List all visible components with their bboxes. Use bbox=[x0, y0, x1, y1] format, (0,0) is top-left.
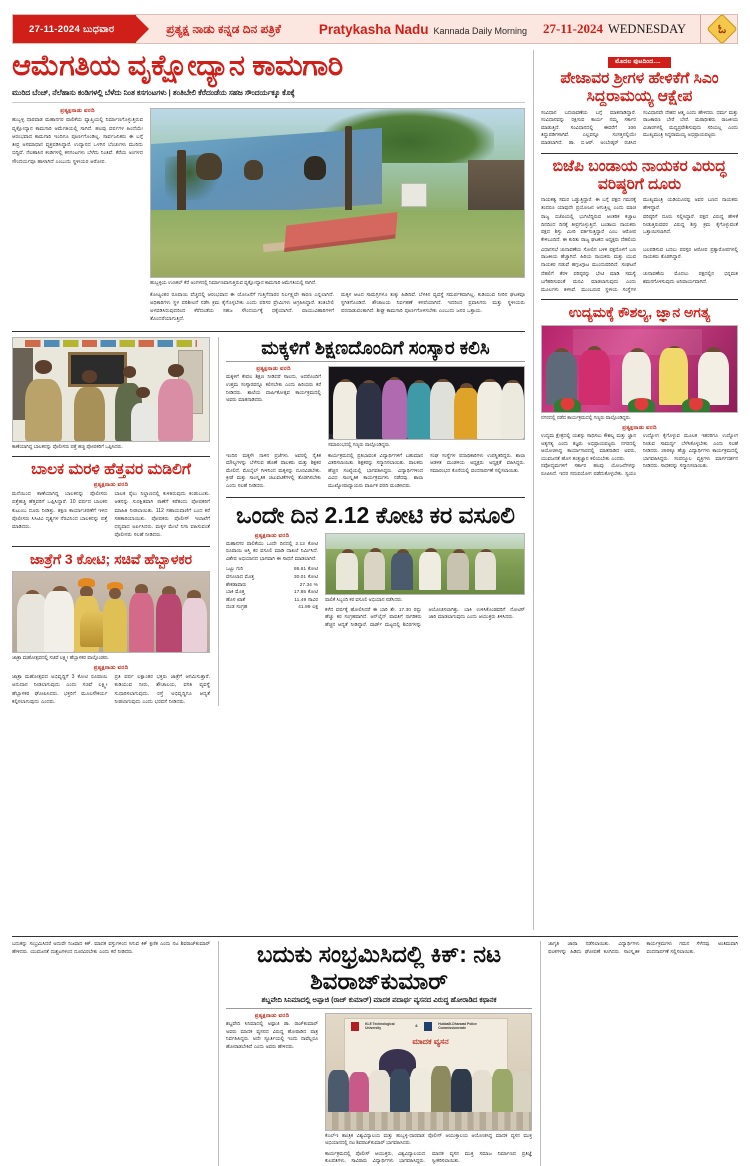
lead-subhead: ಮುರಿದ ಬೆಂಚ್, ನೆಲೆಹಾಸು ಕಂಡಿಗಳಲ್ಲಿ ಬೆಳೆದು ನಿಂತ ಕಸಗಂಟಗಳು | ತಂತಿಬೇಲಿ ಕೆರೆದಂಡೆಯ ಸಹಜ ಸೌಂದರ್ಯಕ್ಕೂ ಕೊಕ್ಕೆ bbox=[12, 88, 525, 103]
tax-figure-label: ಬಾಕಿ ಮೊತ್ತ bbox=[226, 590, 245, 596]
film-photo-caption: ಕೆಎಲ್‌ಇ ತಾಂತ್ರಿಕ ವಿಶ್ವವಿದ್ಯಾಲಯ ಮತ್ತು ಹುಬ್ಬಳ್ಳಿ-ಧಾರವಾಡ ಪೊಲೀಸ್ ಆಯುಕ್ತಾಲಯ ಆಯೋಜಿಸಿದ್ದ ಮಾದಕ ವ್ಯಸನ ಮುಕ್ತ ಅಭಿಯಾನದಲ್ಲಿ ನಟ ಶಿವರಾಜ್‌ಕುಮಾರ್ ಭಾಗವಹಿಸಿದರು. bbox=[325, 1134, 532, 1147]
jatre-headline: ಜಾತ್ರೆಗೆ 3 ಕೋಟಿ; ಸಚಿವೆ ಹೆಬ್ಬಾಳಕರ bbox=[29, 550, 193, 567]
masthead-brand bbox=[319, 22, 527, 37]
jatre-byline: ಪ್ರತ್ಯಕ್ಷನಾಡು ವರದಿ bbox=[93, 665, 129, 672]
masthead-date-english bbox=[543, 21, 686, 37]
lead-body-1: ಹುಬ್ಬಳ್ಳಿ ಧಾರವಾಡ ಮಹಾನಗರ ಪಾಲಿಕೆಯ ವ್ಯಾಪ್ತಿಯಲ್ಲಿ ನಿರ್ಮಾಣಗೊಳ್ಳುತ್ತಿರುವ ವೃಕ್ಷೋದ್ಯಾನ ಕಾಮಗಾರಿ ಆಮೆಗತಿಯಲ್ಲಿ ಸಾಗಿದೆ. ಹಲವು ವರ್ಷಗಳ ಹಿಂದೆಯೇ ಆರಂಭವಾದ ಕಾಮಗಾರಿ ಇಂದಿಗೂ ಪೂರ್ಣಗೊಂಡಿಲ್ಲ. ಸಾರ್ವಜನಿಕರು ಈ ಬಗ್ಗೆ ತೀವ್ರ ಅಸಮಾಧಾನ ವ್ಯಕ್ತಪಡಿಸಿದ್ದಾರೆ. ಉದ್ಯಾನದ ಒಳಗಿನ ಬೆಂಚುಗಳು ಮುರಿದು ಬಿದ್ದಿವೆ. ನೆಲಹಾಸಿನ ಕಂಡಿಗಳಲ್ಲಿ ಕಸಗಂಟಗಳು ಬೆಳೆದು ನಿಂತಿವೆ. ಕೆರೆಯ ಅಂಗಳದ ಸೌಂದರ್ಯವೂ ಹಾಳಾಗಿದೆ ಎಂಬುದು ಸ್ಥಳೀಯರ ಆರೋಪ. bbox=[12, 117, 143, 165]
brand-name: Pratykasha Nadu bbox=[318, 21, 429, 37]
police-body-1: ಮನೆಯಿಂದ ಕಾಣೆಯಾಗಿದ್ದ ಬಾಲಕನನ್ನು ಪೊಲೀಸರು ಪತ್ತೆಹಚ್ಚಿ ಹೆತ್ತವರಿಗೆ ಒಪ್ಪಿಸಿದ್ದಾರೆ. 10 ವರ್ಷದ ಬಾಲಕನ ಕುಟುಂಬ ದೂರು ನೀಡಿತ್ತು. ತಕ್ಷಣ ಕಾರ್ಯಾಚರಣೆಗೆ ಇಳಿದ ಪೊಲೀಸರು ಸಿಸಿಟಿವಿ ದೃಶ್ಯಗಳ ನೆರವಿನಿಂದ ಬಾಲಕನನ್ನು ಪತ್ತೆ ಮಾಡಿದರು. bbox=[12, 491, 108, 530]
lead-byline: ಪ್ರತ್ಯಕ್ಷನಾಡು ವರದಿ bbox=[60, 108, 95, 115]
tax-figure-value: 41.99 ಲಕ್ಷ bbox=[298, 605, 318, 611]
right-top-story bbox=[541, 50, 738, 148]
right-column bbox=[533, 50, 738, 930]
school-body-2: ಇಂದಿನ ಮಕ್ಕಳೇ ನಾಳಿನ ಪ್ರಜೆಗಳು. ಅವರಲ್ಲಿ ನೈತಿಕ ಮೌಲ್ಯಗಳನ್ನು ಬೆಳೆಸುವ ಹೊಣೆ ಪಾಲಕರು ಮತ್ತು ಶಿಕ್ಷಕರ ಮೇಲಿದೆ. ಮೊಬೈಲ್ ಗೀಳಿನಿಂದ ಮಕ್ಕಳನ್ನು ದೂರವಿಡಬೇಕು. ಕ್ರೀಡೆ ಮತ್ತು ಸಾಂಸ್ಕೃತಿಕ ಚಟುವಟಿಕೆಗಳಲ್ಲಿ ತೊಡಗಿಸಬೇಕು ಎಂದು ಸಲಹೆ ನೀಡಿದರು. bbox=[226, 453, 321, 489]
kle-logo-icon bbox=[351, 1022, 360, 1031]
lead-photo bbox=[150, 108, 525, 278]
film-story bbox=[12, 936, 738, 1166]
police-byline: ಪ್ರತ್ಯಕ್ಷನಾಡು ವರದಿ bbox=[93, 482, 129, 488]
tax-figure-row bbox=[226, 597, 318, 605]
tax-figure-value: 30.01 ಕೋಟಿ bbox=[293, 575, 318, 581]
jatre-photo bbox=[12, 571, 210, 653]
tax-figure-label: ಒಟ್ಟು ಗುರಿ bbox=[226, 567, 243, 573]
second-band bbox=[12, 331, 525, 707]
film-photo bbox=[325, 1013, 532, 1131]
police-headline: ಬಾಲಕ ಮರಳಿ ಹೆತ್ತವರ ಮಡಿಲಿಗೆ bbox=[31, 460, 191, 478]
tax-figure-label: ವಸೂಲಾದ ಮೊತ್ತ bbox=[226, 575, 255, 581]
tax-photo-block bbox=[325, 533, 525, 630]
police-photo bbox=[12, 337, 210, 442]
school-headline: ಮಕ್ಕಳಿಗೆ ಶಿಕ್ಷಣದೊಂದಿಗೆ ಸಂಸ್ಕಾರ ಕಲಿಸಿ bbox=[226, 337, 525, 363]
tax-figure-row bbox=[226, 566, 318, 574]
tax-figure-row bbox=[226, 604, 318, 612]
right-mid-story bbox=[541, 153, 738, 295]
film-main bbox=[218, 941, 532, 1166]
tax-figure-row bbox=[226, 582, 318, 590]
right-mid-body-3: ವಿಧಾನಸಭೆ ಚುನಾವಣೆಯ ಸೋಲಿನ ಬಳಿಕ ಪಕ್ಷದೊಳಗೆ ಬಣ ರಾಜಕೀಯ ಹೆಚ್ಚಾಗಿದೆ. ಹಿರಿಯ ನಾಯಕರು ಮತ್ತು ಯುವ ನಾಯಕರ ನಡುವೆ ಹಗ್ಗಜಗ್ಗಾಟ ಮುಂದುವರಿದಿದೆ. ಸಂಘಟನೆ ಬಲಪಡಿಸುವ ಬದಲು ಪರಸ್ಪರ ಆರೋಪ ಪ್ರತ್ಯಾರೋಪಗಳಲ್ಲಿ ನಾಯಕರು ತೊಡಗಿದ್ದಾರೆ. bbox=[541, 247, 738, 268]
film-banner-orgs bbox=[351, 1021, 503, 1031]
tax-headline: ಒಂದೇ ದಿನ 2.12 ಕೋಟಿ ಕರ ವಸೂಲಿ bbox=[236, 501, 515, 528]
om-logo-icon bbox=[706, 13, 737, 44]
lead-col-1 bbox=[12, 108, 143, 323]
school-body-1: ಮಕ್ಕಳಿಗೆ ಕೇವಲ ಶಿಕ್ಷಣ ನೀಡಿದರೆ ಸಾಲದು, ಅದರೊಂದಿಗೆ ಉತ್ತಮ ಸಂಸ್ಕಾರವನ್ನೂ ಕಲಿಸಬೇಕು ಎಂದು ಹಿರಿಯರು ಕರೆ ನೀಡಿದರು. ಶಾಲೆಯ ವಾರ್ಷಿಕೋತ್ಸವ ಕಾರ್ಯಕ್ರಮದಲ್ಲಿ ಅವರು ಮಾತನಾಡಿದರು. bbox=[226, 375, 321, 404]
film-headline: ಬದುಕು ಸಂಭ್ರಮಿಸಿದಲ್ಲಿ ಕಿಕ್: ನಟ ಶಿವರಾಜ್‌ಕುಮಾರ್ bbox=[256, 941, 502, 995]
tax-col-a bbox=[226, 533, 318, 630]
tax-figure-value: 17.85 ಕೋಟಿ bbox=[293, 590, 318, 596]
tax-figures-list bbox=[226, 566, 318, 612]
jatre-body-1: ಜಾತ್ರಾ ಮಹೋತ್ಸವದ ಅಭಿವೃದ್ಧಿಗೆ 3 ಕೋಟಿ ರೂಪಾಯಿ ಅನುದಾನ ನೀಡಲಾಗುವುದು ಎಂದು ಸಚಿವೆ ಲಕ್ಷ್ಮೀ ಹೆಬ್ಬಾಳಕರ ಘೋಷಿಸಿದರು. ಭಕ್ತರಿಗೆ ಮೂಲಸೌಕರ್ಯ ಕಲ್ಪಿಸಲಾಗುವುದು ಎಂದರು. bbox=[12, 674, 108, 705]
police-logo-icon bbox=[424, 1022, 433, 1031]
school-photo-block bbox=[328, 366, 525, 449]
film-col-a bbox=[226, 1013, 318, 1166]
tax-figure-label: ಹೊಸ ಖಾತೆ bbox=[226, 597, 246, 603]
right-mid-body-4: ದೆಹಲಿಗೆ ತೆರಳಿ ವರಿಷ್ಠರನ್ನು ಭೇಟಿ ಮಾಡಿ ಸಮಸ್ಯೆ ಬಗೆಹರಿಸುವಂತೆ ಮನವಿ ಮಾಡಲಾಗುವುದು ಎಂದು ಮೂಲಗಳು ತಿಳಿಸಿವೆ. ಮುಂಬರುವ ಸ್ಥಳೀಯ ಸಂಸ್ಥೆಗಳ ಚುನಾವಣೆಯ ಮೊದಲು ಪಕ್ಷದಲ್ಲಿನ ಭಿನ್ನಮತ ಶಮನಗೊಳಿಸುವುದು ಅನಿವಾರ್ಯವಾಗಿದೆ. bbox=[541, 272, 738, 293]
school-byline: ಪ್ರತ್ಯಕ್ಷನಾಡು ವರದಿ bbox=[256, 366, 291, 373]
right-top-headline: ಪೇಜಾವರ ಶ್ರೀಗಳ ಹೇಳಿಕೆಗೆ ಸಿಎಂ ಸಿದ್ದರಾಮಯ್ಯ ಆಕ್ಷೇಪ bbox=[560, 70, 719, 106]
jatre-body-2: ಪ್ರತಿ ವರ್ಷ ಲಕ್ಷಾಂತರ ಭಕ್ತರು ಜಾತ್ರೆಗೆ ಆಗಮಿಸುತ್ತಾರೆ. ಕುಡಿಯುವ ನೀರು, ಶೌಚಾಲಯ, ವಸತಿ ವ್ಯವಸ್ಥೆ ಸುಧಾರಿಸಲಾಗುವುದು. ರಸ್ತೆ ಅಭಿವೃದ್ಧಿಗೂ ಆದ್ಯತೆ ನೀಡಲಾಗುವುದು ಎಂದು ಭರವಸೆ ನೀಡಿದರು. bbox=[114, 674, 210, 705]
film-banner-org2: Hubballi-Dharwad Police Commissionerate bbox=[438, 1022, 477, 1031]
left-center-stack bbox=[12, 50, 525, 930]
police-photo-caption: ಕಾಣೆಯಾಗಿದ್ದ ಬಾಲಕನನ್ನು ಪೊಲೀಸರು ಪತ್ತೆ ಹಚ್ಚಿ ಪೋಷಕರಿಗೆ ಒಪ್ಪಿಸಿದರು. bbox=[12, 444, 123, 450]
brand-subtitle: Kannada Daily Morning bbox=[433, 25, 528, 36]
school-body-3: ಕಾರ್ಯಕ್ರಮದಲ್ಲಿ ಪ್ರತಿಭಾವಂತ ವಿದ್ಯಾರ್ಥಿಗಳಿಗೆ ಬಹುಮಾನ ವಿತರಿಸಲಾಯಿತು. ಶಿಕ್ಷಕರನ್ನು ಸನ್ಮಾನಿಸಲಾಯಿತು. ಪಾಲಕರು ಹೆಚ್ಚಿನ ಸಂಖ್ಯೆಯಲ್ಲಿ ಭಾಗವಹಿಸಿದ್ದರು. ವಿದ್ಯಾರ್ಥಿಗಳಿಂದ ವಿವಿಧ ಸಾಂಸ್ಕೃತಿಕ ಕಾರ್ಯಕ್ರಮಗಳು ನಡೆದವು. ಶಾಲಾ ಮುಖ್ಯೋಪಾಧ್ಯಾಯರು ವಾರ್ಷಿಕ ವರದಿ ಮಂಡಿಸಿದರು. bbox=[328, 453, 423, 489]
film-body-3: ಕಾರ್ಯಕ್ರಮದಲ್ಲಿ ಪೊಲೀಸ್ ಆಯುಕ್ತರು, ವಿಶ್ವವಿದ್ಯಾಲಯದ ಕುಲಪತಿಗಳು, ಸಾವಿರಾರು ವಿದ್ಯಾರ್ಥಿಗಳು ಭಾಗವಹಿಸಿದ್ದರು. ಮಾದಕ ವ್ಯಸನ ಮುಕ್ತ ಸಮಾಜ ನಿರ್ಮಾಣದ ಪ್ರತಿಜ್ಞೆ ಸ್ವೀಕರಿಸಲಾಯಿತು. bbox=[325, 1151, 532, 1165]
right-bottom-headline: ಉದ್ಯಮಕ್ಕೆ ಕೌಶಲ್ಯ, ಜ್ಞಾನ ಅಗತ್ಯ bbox=[568, 304, 711, 321]
police-story bbox=[12, 456, 210, 540]
masthead-kannada-tagline: ಪ್ರತ್ಯಕ್ಷ ನಾಡು ಕನ್ನಡ ದಿನ ಪತ್ರಿಕೆ bbox=[166, 21, 281, 36]
tax-figure-value: 27.34 % bbox=[299, 582, 318, 588]
school-body-4: ಸಂಘ ಸಂಸ್ಥೆಗಳ ಪದಾಧಿಕಾರಿಗಳು ಉಪಸ್ಥಿತರಿದ್ದರು. ಶಾಲಾ ಆಡಳಿತ ಮಂಡಳಿಯ ಅಧ್ಯಕ್ಷರು ಅಧ್ಯಕ್ಷತೆ ವಹಿಸಿದ್ದರು. ಸಮಾರಂಭದ ಕೊನೆಯಲ್ಲಿ ವಂದನಾರ್ಪಣೆ ಸಲ್ಲಿಸಲಾಯಿತು. bbox=[430, 453, 525, 474]
tax-body-1: ಮಹಾನಗರ ಪಾಲಿಕೆಯು ಒಂದೇ ದಿನದಲ್ಲಿ 2.12 ಕೋಟಿ ರೂಪಾಯಿ ಆಸ್ತಿ ಕರ ವಸೂಲಿ ಮಾಡಿ ದಾಖಲೆ ನಿರ್ಮಿಸಿದೆ. ವಿಶೇಷ ಅಭಿಯಾನದ ಭಾಗವಾಗಿ ಈ ಸಾಧನೆ ಮಾಡಲಾಗಿದೆ. bbox=[226, 541, 318, 562]
lead-body-2: ಕೋಟ್ಯಂತರ ರೂಪಾಯಿ ವೆಚ್ಚದಲ್ಲಿ ಆರಂಭವಾದ ಈ ಯೋಜನೆಗೆ ಗುತ್ತಿಗೆದಾರರ ನಿರ್ಲಕ್ಷ್ಯವೇ ಕಾರಣ ಎನ್ನಲಾಗಿದೆ. ಅಧಿಕಾರಿಗಳು ಸ್ಥಳ ಪರಿಶೀಲನೆ ನಡೆಸಿ ಕ್ರಮ ಕೈಗೊಳ್ಳಬೇಕು ಎಂದು ಪರಿಸರ ಪ್ರೇಮಿಗಳು ಆಗ್ರಹಿಸಿದ್ದಾರೆ. ತಂತಿಬೇಲಿ ಅಳವಡಿಸಿರುವುದರಿಂದ ಕೆರೆದಂಡೆಯ ಸಹಜ ಸೌಂದರ್ಯಕ್ಕೆ ಧಕ್ಕೆಯಾಗಿದೆ. ವಾಯುವಿಹಾರಿಗಳಿಗೆ ತೊಂದರೆಯಾಗುತ್ತಿದೆ. bbox=[150, 291, 334, 323]
right-bottom-body bbox=[541, 433, 738, 479]
tax-story bbox=[226, 497, 525, 630]
right-top-kicker: ಮೊದಲ ಪುಟದಿಂದ.... bbox=[608, 57, 671, 68]
right-bottom-story bbox=[541, 299, 738, 478]
masthead-date-flag: 27-11-2024 ಬುಧವಾರ bbox=[13, 15, 136, 43]
masthead bbox=[12, 14, 738, 44]
tax-photo bbox=[325, 533, 525, 595]
lead-photo-undercolumns bbox=[150, 291, 525, 324]
police-body-2: ಬಾಲಕ ರೈಲು ನಿಲ್ದಾಣದಲ್ಲಿ ಕುಳಿತಿರುವುದು ಕಂಡುಬಂತು. ಆತನನ್ನು ಸುರಕ್ಷಿತವಾಗಿ ಠಾಣೆಗೆ ಕರೆತಂದು ಪೋಷಕರಿಗೆ ಮಾಹಿತಿ ನೀಡಲಾಯಿತು. 112 ಸಹಾಯವಾಣಿಗೆ ಬಂದ ಕರೆ ಸಹಕಾರಿಯಾಯಿತು. ಪೋಷಕರು ಪೊಲೀಸ್ ಇಲಾಖೆಗೆ ಧನ್ಯವಾದ ಅರ್ಪಿಸಿದರು. ಮಕ್ಕಳ ಮೇಲೆ ನಿಗಾ ವಹಿಸುವಂತೆ ಪೊಲೀಸರು ಸಲಹೆ ನೀಡಿದರು. bbox=[114, 491, 210, 539]
lead-photo-caption: ಹುಬ್ಬಳ್ಳಿಯ ಉಣಕಲ್ ಕೆರೆ ಅಂಗಳದಲ್ಲಿ ನಿರ್ಮಾಣವಾಗುತ್ತಿರುವ ವೃಕ್ಷೋದ್ಯಾನ ಕಾಮಗಾರಿ ಆಮೆಗತಿಯಲ್ಲಿ ಸಾಗಿದೆ. bbox=[150, 281, 317, 287]
tax-figure-value: 95.61 ಕೋಟಿ bbox=[293, 567, 318, 573]
tax-byline: ಪ್ರತ್ಯಕ್ಷನಾಡು ವರದಿ bbox=[254, 532, 290, 539]
school-top-row bbox=[226, 366, 525, 449]
school-col-a bbox=[226, 366, 321, 449]
tax-photo-caption: ಪಾಲಿಕೆ ಸಿಬ್ಬಂದಿ ಕರ ವಸೂಲಿ ಅಭಿಯಾನ ನಡೆಸಿದರು. bbox=[325, 597, 403, 603]
police-body bbox=[12, 490, 210, 540]
film-byline: ಪ್ರತ್ಯಕ್ಷನಾಡು ವರದಿ bbox=[254, 1013, 290, 1020]
film-photo-block bbox=[325, 1013, 532, 1166]
school-photo-caption: ಸಮಾರಂಭದಲ್ಲಿ ಗಣ್ಯರು ಪಾಲ್ಗೊಂಡಿದ್ದರು. bbox=[328, 443, 391, 449]
right-bottom-byline: ಪ್ರತ್ಯಕ್ಷನಾಡು ವರದಿ bbox=[622, 424, 657, 431]
lead-story bbox=[12, 50, 525, 324]
right-mid-headline: ಬಿಜೆಪಿ ಬಂಡಾಯ ನಾಯಕರ ವಿರುದ್ಧ ವರಿಷ್ಠರಿಗೆ ದೂರು bbox=[552, 157, 727, 193]
center-column bbox=[218, 337, 525, 707]
tax-figure-row bbox=[226, 574, 318, 582]
lead-body-3: ಮಕ್ಕಳ ಆಟದ ಸಾಮಗ್ರಿಗಳೂ ತುಕ್ಕು ಹಿಡಿದಿವೆ. ಬೆಳಕಿನ ವ್ಯವಸ್ಥೆ ಸಮರ್ಪಕವಾಗಿಲ್ಲ. ಕುಡಿಯುವ ನೀರಿನ ಘಟಕವೂ ಸ್ಥಗಿತಗೊಂಡಿದೆ. ಶೌಚಾಲಯ ನಿರ್ವಹಣೆ ಕಳಪೆಯಾಗಿದೆ. ಇದರಿಂದ ಪ್ರವಾಸಿಗರು ಮತ್ತು ಸ್ಥಳೀಯರು ಪರದಾಡುವಂತಾಗಿದೆ. ಶೀಘ್ರ ಕಾಮಗಾರಿ ಪೂರ್ಣಗೊಳಿಸಬೇಕು ಎಂಬುದು ಜನರ ಒತ್ತಾಯ. bbox=[341, 291, 525, 315]
school-body-columns bbox=[226, 453, 525, 491]
right-top-body: ಸಂವಿಧಾನ ಬದಲಾವಣೆಯ ಬಗ್ಗೆ ಮಾತನಾಡಿದ್ದಾರೆ. ಸಂವಿಧಾನವನ್ನು ರಕ್ಷಿಸುವ ಕಾರ್ಯ ನಮ್ಮ ಸರ್ಕಾರ ಮಾಡುತ್ತಿದೆ. ಸಂವಿಧಾನದಲ್ಲಿ ಈವರೆಗೆ 106 ತಿದ್ದುಪಡಿಗಳಾಗಿವೆ. ಎಲ್ಲವನ್ನೂ ಸಂಸತ್ತಿನಲ್ಲಿಯೇ ಮಾಡಲಾಗಿದೆ. ಡಾ. ಬಿ.ಆರ್. ಅಂಬೇಡ್ಕರ್ ರಚಿಸಿದ ಸಂವಿಧಾನವೇ ದೇಶದ ಆತ್ಮ ಎಂದು ಹೇಳಿದರು. ಧರ್ಮ ಮತ್ತು ರಾಜಕಾರಣ ಬೇರೆ ಬೇರೆ. ಮಠಾಧೀಶರು ರಾಜಕೀಯ ವಿಚಾರಗಳಲ್ಲಿ ಮಧ್ಯಪ್ರವೇಶಿಸುವುದು ಸರಿಯಲ್ಲ ಎಂದು ಮುಖ್ಯಮಂತ್ರಿ ಸಿದ್ದರಾಮಯ್ಯ ಅಭಿಪ್ರಾಯಪಟ್ಟರು. bbox=[541, 110, 738, 146]
tax-figure-label: ದಂಡ ಸಂಗ್ರಹ bbox=[226, 605, 248, 611]
jatre-story bbox=[12, 546, 210, 707]
masthead-logo-wrap bbox=[700, 15, 733, 43]
page-body-grid bbox=[12, 50, 738, 930]
lead-headline: ಆಮೆಗತಿಯ ವೃಕ್ಷೋದ್ಯಾನ ಕಾಮಗಾರಿ bbox=[12, 50, 343, 82]
film-right-col bbox=[540, 941, 738, 1166]
om-logo-glyph: ಓ bbox=[717, 21, 727, 36]
tax-body-2: ಕಳೆದ ವರ್ಷಕ್ಕೆ ಹೋಲಿಸಿದರೆ ಈ ಬಾರಿ ಶೇ. 17.30 ರಷ್ಟು ಹೆಚ್ಚು ಕರ ಸಂಗ್ರಹವಾಗಿದೆ. ಆನ್‌ಲೈನ್ ಪಾವತಿಗೆ ನಾಗರಿಕರು ಹೆಚ್ಚಿನ ಆದ್ಯತೆ ನೀಡಿದ್ದಾರೆ. ವಾರ್ಡ್ ಮಟ್ಟದಲ್ಲಿ ಶಿಬಿರಗಳನ್ನು ಆಯೋಜಿಸಲಾಗಿತ್ತು. ಬಾಕಿ ಉಳಿಸಿಕೊಂಡವರಿಗೆ ನೋಟಿಸ್ ಜಾರಿ ಮಾಡಲಾಗುವುದು ಎಂದು ಆಯುಕ್ತರು ತಿಳಿಸಿದರು. bbox=[325, 607, 525, 629]
school-photo bbox=[328, 366, 525, 440]
film-banner-title: ಮಾದಕ ವ್ಯಸನ bbox=[412, 1037, 449, 1047]
jatre-body bbox=[12, 673, 210, 706]
felicitation-photo bbox=[541, 325, 738, 413]
jatre-photo-caption: ಜಾತ್ರಾ ಮಹೋತ್ಸವದಲ್ಲಿ ಸಚಿವೆ ಲಕ್ಷ್ಮೀ ಹೆಬ್ಬಾಳಕರ ಪಾಲ್ಗೊಂಡರು. bbox=[12, 656, 110, 662]
right-mid-body-1: ನಾಯಕತ್ವ ಸಮರ ಒಡ್ಡುತ್ತಿದ್ದಾರೆ. ಈ ಬಗ್ಗೆ ಪಕ್ಷದ ಗಮನಕ್ಕೆ ತಂದರೂ ಯಾವುದೇ ಪ್ರಯೋಜನ ಆಗುತ್ತಿಲ್ಲ ಎಂದು ಮಾಜಿ ಮುಖ್ಯಮಂತ್ರಿ ಯಡಿಯೂರಪ್ಪ ಅವರ ಬಣದ ನಾಯಕರು ಹೇಳಿದ್ದಾರೆ. bbox=[541, 198, 738, 211]
masthead-date-number: 27-11-2024 bbox=[543, 21, 603, 36]
film-left-filler bbox=[12, 941, 210, 1166]
tax-figure-row bbox=[226, 589, 318, 597]
film-body-1: ಬದುಕನ್ನು ಸಂಭ್ರಮಿಸಿದರೆ ಅದುವೇ ನಿಜವಾದ ಕಿಕ್. ಮಾದಕ ವಸ್ತುಗಳಿಂದ ಸಿಗುವ ಕಿಕ್ ಕ್ಷಣಿಕ ಎಂದು ನಟ ಶಿವರಾಜ್‌ಕುಮಾರ್ ಹೇಳಿದರು. ಯುವಜನತೆ ದುಶ್ಚಟಗಳಿಂದ ದೂರವಿರಬೇಕು ಎಂದು ಕರೆ ನೀಡಿದರು. bbox=[12, 942, 210, 955]
right-bottom-caption: ನಗರದಲ್ಲಿ ನಡೆದ ಕಾರ್ಯಕ್ರಮದಲ್ಲಿ ಗಣ್ಯರು ಪಾಲ್ಗೊಂಡಿದ್ದರು. bbox=[541, 415, 632, 421]
film-body-4: ಜಾಗೃತಿ ಜಾಥಾ ನಡೆಸಲಾಯಿತು. ವಿದ್ಯಾರ್ಥಿಗಳು ಫಲಕಗಳನ್ನು ಹಿಡಿದು ಘೋಷಣೆ ಕೂಗಿದರು. ಸಾಂಸ್ಕೃತಿಕ ಕಾರ್ಯಕ್ರಮಗಳು ಗಮನ ಸೆಳೆದವು. ಅಂತಿಮವಾಗಿ ವಂದನಾರ್ಪಣೆ ಸಲ್ಲಿಸಲಾಯಿತು. bbox=[548, 942, 738, 955]
right-bottom-body-2: ನವೋದ್ಯಮಗಳಿಗೆ ಸರ್ಕಾರ ಹಲವು ಯೋಜನೆಗಳನ್ನು ರೂಪಿಸಿದೆ. ಇದರ ಸದುಪಯೋಗ ಪಡೆದುಕೊಳ್ಳಬೇಕು. ಸ್ವಯಂ ಉದ್ಯೋಗ ಕೈಗೊಳ್ಳುವ ಮೂಲಕ ಇತರರಿಗೂ ಉದ್ಯೋಗ ನೀಡುವ ಸಾಮರ್ಥ್ಯ ಬೆಳೆಸಿಕೊಳ್ಳಬೇಕು ಎಂದು ಸಲಹೆ ನೀಡಿದರು. 250ಕ್ಕೂ ಹೆಚ್ಚು ವಿದ್ಯಾರ್ಥಿಗಳು ಕಾರ್ಯಕ್ರಮದಲ್ಲಿ ಭಾಗವಹಿಸಿದ್ದರು. ಸಂಪನ್ಮೂಲ ವ್ಯಕ್ತಿಗಳು ಮಾರ್ಗದರ್ಶನ ನೀಡಿದರು. ಸಾಧಕರನ್ನು ಸನ್ಮಾನಿಸಲಾಯಿತು. bbox=[541, 433, 738, 477]
tax-figure-label: ಶೇಕಡಾವಾರು bbox=[226, 582, 247, 588]
left-column bbox=[12, 337, 210, 707]
lead-photo-block bbox=[150, 108, 525, 323]
film-banner-amp: & bbox=[415, 1024, 418, 1029]
film-body-2: ಶಬ್ದವೇದಿ ಸಿನಿಮಾದಲ್ಲಿ ಅಪ್ಪಾಜಿ ಡಾ. ರಾಜ್‌ಕುಮಾರ್ ಅವರು ಮಾದಕ ವ್ಯಸನದ ವಿರುದ್ಧ ಹೋರಾಡಿದ ಪಾತ್ರ ನಿರ್ವಹಿಸಿದ್ದರು. ಅದೇ ಸ್ಫೂರ್ತಿಯಲ್ಲಿ ಇಂದು ನಾವೆಲ್ಲರೂ ಹೋರಾಡಬೇಕಿದೆ ಎಂದು ಅವರು ಹೇಳಿದರು. bbox=[226, 1022, 318, 1051]
masthead-weekday: WEDNESDAY bbox=[607, 22, 686, 36]
tax-figure-value: 11.49 ಸಾವಿರ bbox=[294, 597, 318, 603]
right-bottom-body-1: ಉದ್ಯಮ ಕ್ಷೇತ್ರದಲ್ಲಿ ಯಶಸ್ಸು ಸಾಧಿಸಲು ಕೌಶಲ್ಯ ಮತ್ತು ಜ್ಞಾನ ಅತ್ಯಗತ್ಯ ಎಂದು ತಜ್ಞರು ಅಭಿಪ್ರಾಯಪಟ್ಟರು. ನಗರದಲ್ಲಿ ಆಯೋಜಿಸಿದ್ದ ಕಾರ್ಯಾಗಾರದಲ್ಲಿ ಮಾತನಾಡಿದ ಅವರು, ಯುವಜನತೆ ಹೊಸ ತಂತ್ರಜ್ಞಾನ ಕಲಿಯಬೇಕು ಎಂದರು. bbox=[541, 433, 636, 462]
film-banner-org1: KLE Technological University bbox=[365, 1022, 395, 1031]
film-subhead: ಶಬ್ದವೇದಿ ಸಿನಿಮಾದಲ್ಲಿ ಅಪ್ಪಾಜಿ (ರಾಜ್ ಕುಮಾರ್) ಮಾದಕ ಪದಾರ್ಥ ವ್ಯಸನದ ವಿರುದ್ಧ ಹೋರಾಡಿದ ಕಥಾನಕ bbox=[226, 997, 532, 1009]
right-mid-body-2: ರಾಜ್ಯ ಬಿಜೆಪಿಯಲ್ಲಿ ಭುಗಿಲೆದ್ದಿರುವ ಆಂತರಿಕ ಕಚ್ಚಾಟ ದಿನದಿಂದ ದಿನಕ್ಕೆ ತೀವ್ರಗೊಳ್ಳುತ್ತಿದೆ. ಬಂಡಾಯ ನಾಯಕರು ಪಕ್ಷದ ಶಿಸ್ತು ಮೀರಿ ವರ್ತಿಸುತ್ತಿದ್ದಾರೆ ಎಂಬ ಆರೋಪ ಕೇಳಿಬಂದಿದೆ. ಈ ಕುರಿತು ರಾಜ್ಯ ಘಟಕದ ಅಧ್ಯಕ್ಷರು ದೆಹಲಿಯ ವರಿಷ್ಠರಿಗೆ ದೂರು ಸಲ್ಲಿಸಿದ್ದಾರೆ. ಪಕ್ಷದ ವಿರುದ್ಧ ಹೇಳಿಕೆ ನೀಡುತ್ತಿರುವವರ ವಿರುದ್ಧ ಶಿಸ್ತು ಕ್ರಮ ಕೈಗೊಳ್ಳುವಂತೆ ಒತ್ತಾಯಿಸಲಾಗಿದೆ. bbox=[541, 215, 738, 244]
